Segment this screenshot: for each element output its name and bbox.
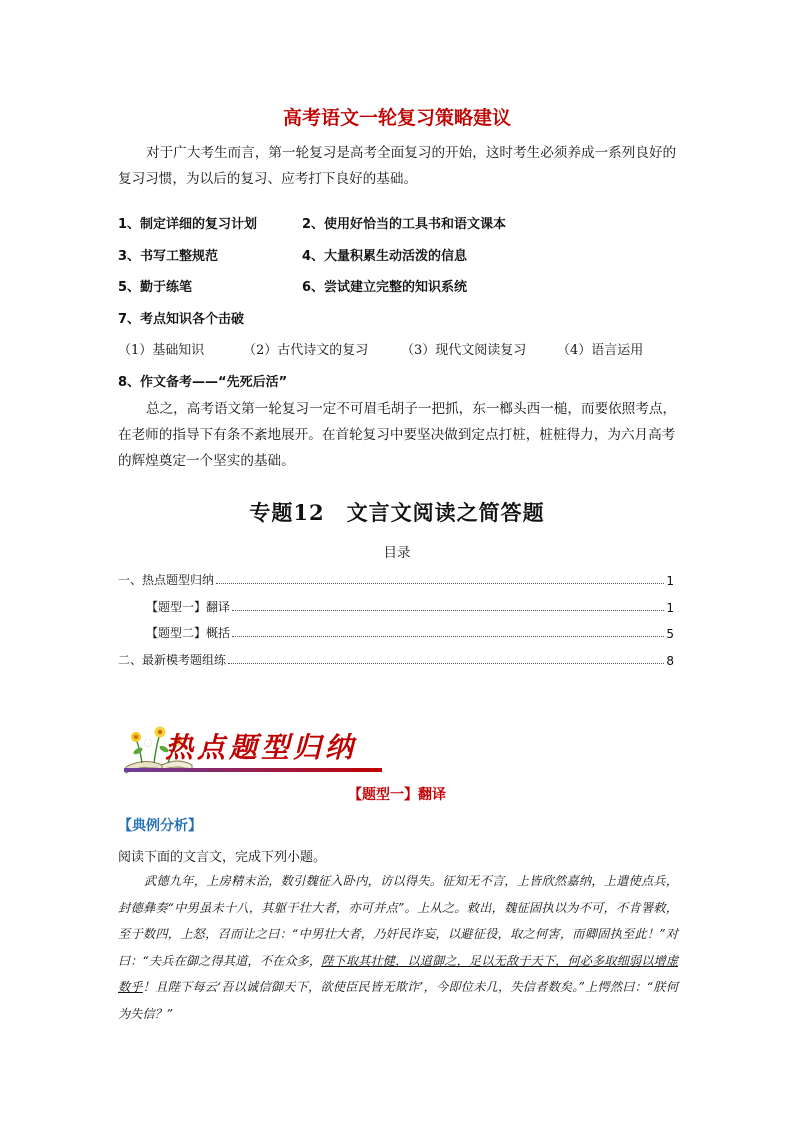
section-banner-title: 热点题型归纳 [165, 731, 358, 764]
underlined-sentence: 陛下取其壮健，以道御之，足以无敌于天下，何必多取细弱以增虚数乎 [118, 953, 679, 994]
toc-page: 5 [666, 627, 674, 641]
sub-item: （3）现代文阅读复习 [401, 343, 527, 358]
toc-label: 一、热点题型归纳 [118, 573, 215, 587]
list-item: 5、勤于练笔 [118, 280, 193, 295]
toc-page: 1 [666, 601, 674, 615]
toc-row[interactable] [146, 623, 674, 641]
list-item: 4、大量积累生动活泼的信息 [302, 249, 468, 264]
toc-leader [228, 663, 664, 664]
example-heading: 【典例分析】 [118, 818, 202, 834]
classical-text [118, 868, 678, 1027]
strategy-intro: 对于广大考生而言，第一轮复习是高考全面复习的开始，这时考生必须养成一系列良好的复习习惯，为以后的复习、应考打下良好的基础。 [118, 145, 677, 187]
toc-leader [232, 610, 664, 611]
toc-title: 目录 [383, 545, 411, 561]
classical-text-part: 武德九年，上房精末治，数引魏征入卧内，访以得失。征知无不言，上皆欣然嘉纳，上遣使点兵，封德彝奏“中男虽未十八，其躯干壮大者，亦可并点”。上从之。敕出，魏征固执以为不可，不肯署敕，至于数四，上怒，召而让之曰：“中男壮大者，乃奸民诈妄，以避征役，取之何害，而卿固执至此！”对曰：“夫兵在御之得其道，不在众多， [118, 874, 678, 968]
toc-page: 1 [666, 574, 674, 588]
question-type-heading: 【题型一】翻译 [348, 787, 446, 803]
toc-page: 8 [666, 654, 674, 668]
banner-underline [124, 768, 382, 772]
toc-label: 【题型二】概括 [146, 626, 231, 640]
classical-text-part: ！且陛下每云‘吾以诚信御天下，欲使臣民皆无欺诈’，今即位未几，失信者数矣。”上愕然曰：“朕何为失信？” [118, 980, 679, 1021]
topic-title: 专题12 文言文阅读之简答题 [249, 500, 545, 525]
sub-item: （4）语言运用 [557, 343, 644, 358]
strategy-title: 高考语文一轮复习策略建议 [282, 107, 511, 129]
strategy-conclusion: 总之，高考语文第一轮复习一定不可眉毛胡子一把抓，东一榔头西一槌，而要依照考点，在老师的指导下有条不紊地展开。在首轮复习中要坚决做到定点打桩，桩桩得力，为六月高考的辉煌奠定一个坚实的基础。 [118, 401, 677, 469]
toc-row[interactable] [118, 650, 674, 668]
toc-row[interactable] [118, 570, 674, 588]
list-item: 2、使用好恰当的工具书和语文课本 [302, 217, 507, 232]
list-item: 7、考点知识各个击破 [118, 312, 245, 327]
toc-label: 【题型一】翻译 [146, 600, 231, 614]
toc-leader [232, 636, 664, 637]
toc-leader [216, 583, 664, 584]
sub-item: （1）基础知识 [118, 343, 205, 358]
list-item: 1、制定详细的复习计划 [118, 217, 258, 232]
toc-row[interactable] [146, 597, 674, 615]
instruction-text: 阅读下面的文言文，完成下列小题。 [118, 850, 327, 865]
sub-item: （2）古代诗文的复习 [243, 343, 369, 358]
toc-label: 二、最新模考题组练 [118, 653, 227, 667]
list-item: 8、作文备考——“先死后活” [118, 375, 288, 390]
list-item: 3、书写工整规范 [118, 249, 219, 264]
list-item: 6、尝试建立完整的知识系统 [302, 280, 468, 295]
